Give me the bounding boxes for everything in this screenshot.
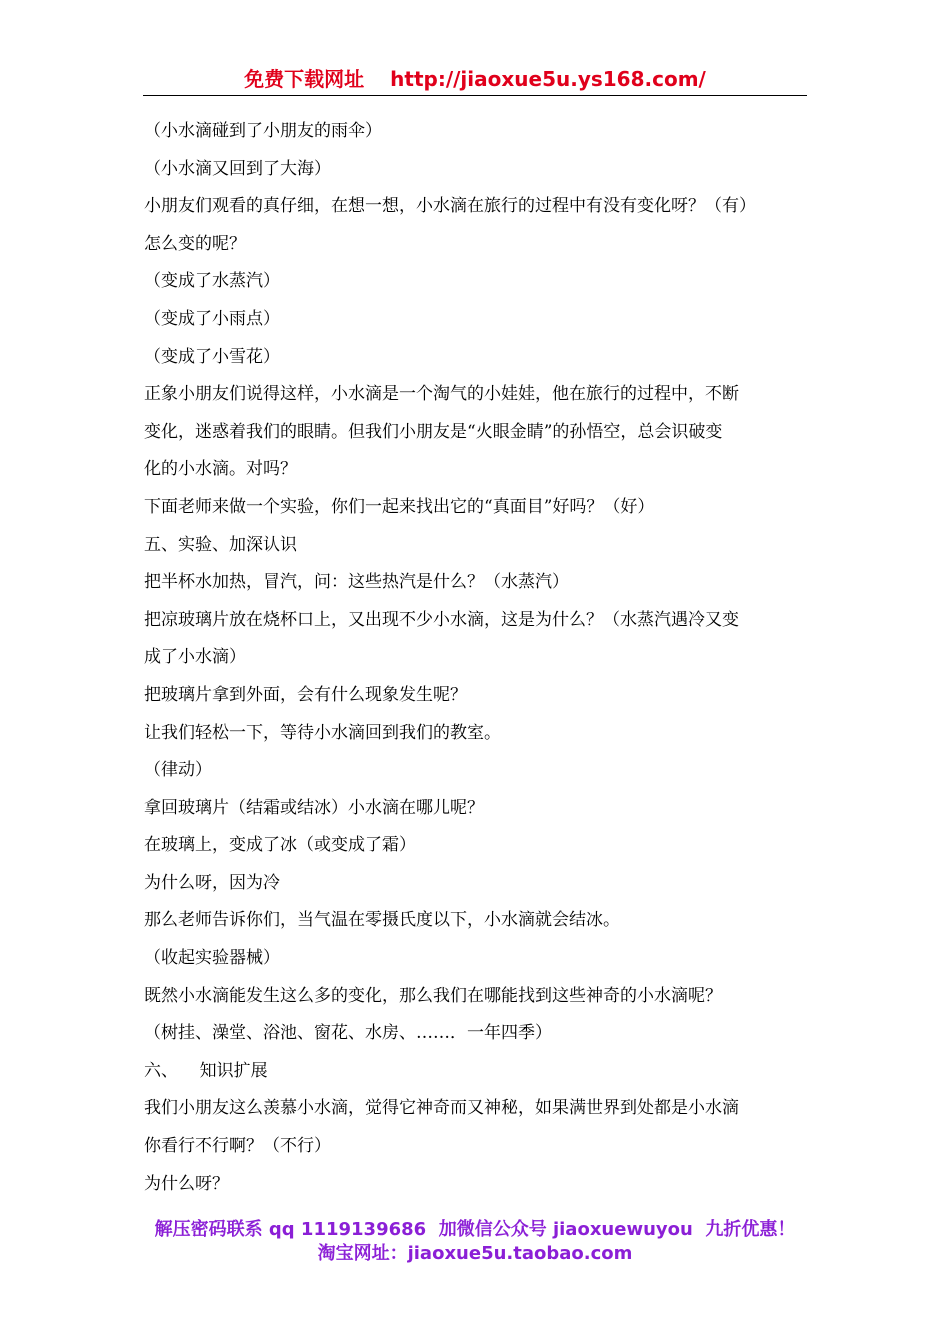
page-header	[0, 64, 950, 94]
text-line: 小朋友们观看的真仔细，在想一想，小水滴在旅行的过程中有没有变化呀？（有）	[144, 196, 756, 217]
section-heading: 五、实验、加深认识	[144, 534, 297, 555]
section-heading: 六、 知识扩展	[144, 1060, 268, 1081]
page-footer	[0, 1218, 950, 1266]
text-line: 那么老师告诉你们，当气温在零摄氏度以下，小水滴就会结冰。	[144, 910, 620, 931]
text-line: （收起实验器械）	[144, 948, 280, 969]
text-line: 怎么变的呢？	[144, 233, 246, 254]
text-line: 变化，迷惑着我们的眼睛。但我们小朋友是“火眼金睛”的孙悟空，总会识破变	[144, 421, 723, 442]
document-body	[144, 113, 824, 1203]
text-line: 拿回玻璃片（结霜或结冰）小水滴在哪儿呢？	[144, 797, 484, 818]
text-line: 把凉玻璃片放在烧杯口上，又出现不少小水滴，这是为什么？（水蒸汽遇冷又变	[144, 609, 739, 630]
text-line: （变成了小雪花）	[144, 346, 280, 367]
text-line: 我们小朋友这么羡慕小水滴，觉得它神奇而又神秘，如果满世界到处都是小水滴	[144, 1098, 739, 1119]
header-url-link[interactable]: http://jiaoxue5u.ys168.com/	[390, 67, 706, 91]
text-line: 为什么呀？	[144, 1173, 229, 1194]
text-line: （变成了水蒸汽）	[144, 271, 280, 292]
text-line: （树挂、澡堂、浴池、窗花、水房、……．一年四季）	[144, 1023, 552, 1044]
footer-shop-link[interactable]: 淘宝网址：jiaoxue5u.taobao.com	[317, 1243, 633, 1264]
header-label: 免费下载网址	[244, 67, 365, 91]
text-line: 把玻璃片拿到外面，会有什么现象发生呢？	[144, 684, 467, 705]
text-line: 把半杯水加热，冒汽，问：这些热汽是什么？（水蒸汽）	[144, 572, 569, 593]
text-line: （小水滴又回到了大海）	[144, 158, 331, 179]
text-line: 在玻璃上，变成了冰（或变成了霜）	[144, 835, 416, 856]
text-line: （变成了小雨点）	[144, 308, 280, 329]
header-divider	[143, 95, 807, 96]
text-line: （小水滴碰到了小朋友的雨伞）	[144, 121, 382, 141]
text-line: 你看行不行啊？（不行）	[144, 1136, 331, 1157]
text-line: 让我们轻松一下，等待小水滴回到我们的教室。	[144, 722, 501, 743]
text-line: 为什么呀，因为冷	[144, 872, 280, 893]
footer-contact-line: 解压密码联系 qq 1119139686 加微信公众号 jiaoxuewuyou 九折优惠！	[154, 1219, 796, 1240]
text-line: 成了小水滴）	[144, 647, 246, 668]
text-line: 化的小水滴。对吗？	[144, 459, 297, 480]
text-line: 正象小朋友们说得这样，小水滴是一个淘气的小娃娃，他在旅行的过程中，不断	[144, 384, 739, 405]
text-line: 下面老师来做一个实验，你们一起来找出它的“真面目”好吗？（好）	[144, 496, 655, 517]
text-line: 既然小水滴能发生这么多的变化，那么我们在哪能找到这些神奇的小水滴呢？	[144, 985, 722, 1006]
text-line: （律动）	[144, 760, 212, 781]
